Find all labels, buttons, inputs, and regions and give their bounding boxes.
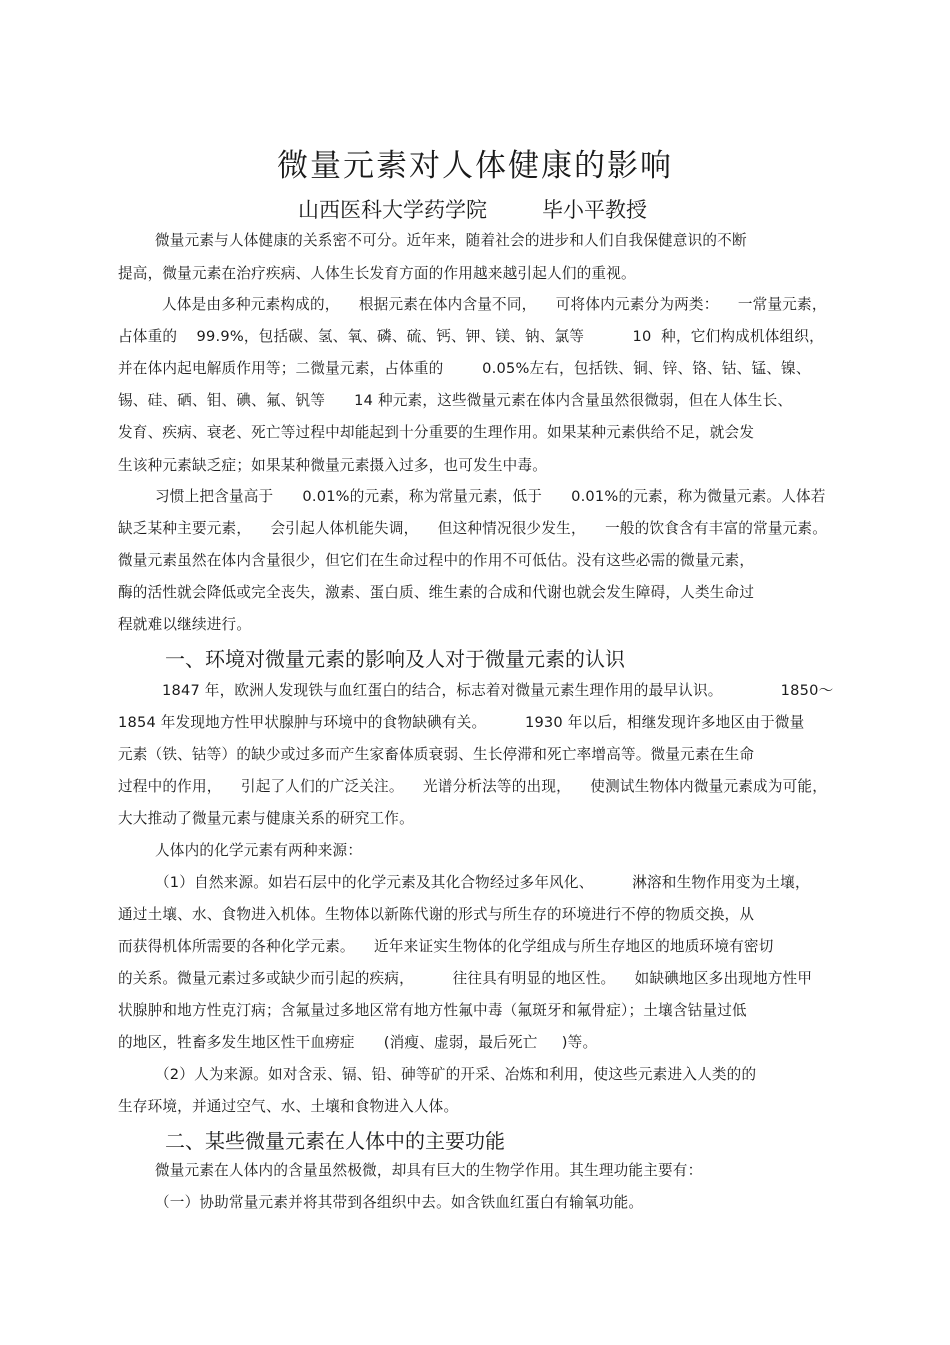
paragraph-line: 微量元素虽然在体内含量很少，但它们在生命过程中的作用不可低估。没有这些必需的微量元素， (118, 552, 755, 569)
paragraph-line: 生该种元素缺乏症；如果某种微量元素摄入过多，也可发生中毒。 (118, 457, 548, 474)
paragraph-line: 微量元素与人体健康的关系密不可分。近年来，随着社会的进步和人们自我保健意识的不断 (155, 232, 747, 249)
paragraph-line: 占体重的 99.9%，包括碳、氢、氧、磷、硫、钙、钾、镁、钠、氯等 10 种，它们构成机体组织， (118, 328, 824, 345)
paragraph-line: （1）自然来源。如岩石层中的化学元素及其化合物经过多年风化、 淋溶和生物作用变为土壤， (155, 874, 810, 891)
section-heading-1: 一、环境对微量元素的影响及人对于微量元素的认识 (165, 647, 625, 671)
paragraph-line: 程就难以继续进行。 (118, 616, 252, 633)
paragraph-line: 人体是由多种元素构成的， 根据元素在体内含量不同， 可将体内元素分为两类： 一常量元素， (162, 296, 827, 313)
paragraph-line: 并在体内起电解质作用等；二微量元素，占体重的 0.05%左右，包括铁、铜、锌、铬、钴、锰、镍、 (118, 360, 811, 377)
paragraph-line: 通过土壤、水、食物进入机体。生物体以新陈代谢的形式与所生存的环境进行不停的物质交换，从 (118, 906, 755, 923)
paragraph-line: 1854 年发现地方性甲状腺肿与环境中的食物缺碘有关。 1930 年以后，相继发现许多地区由于微量 (118, 714, 805, 731)
paragraph-line: 大大推动了微量元素与健康关系的研究工作。 (118, 810, 414, 827)
paragraph-line: 生存环境，并通过空气、水、土壤和食物进入人体。 (118, 1098, 459, 1115)
paragraph-line: 习惯上把含量高于 0.01%的元素，称为常量元素，低于 0.01%的元素，称为微量元素。人体若 (155, 488, 826, 505)
paragraph-line: 1847 年，欧洲人发现铁与血红蛋白的结合，标志着对微量元素生理作用的最早认识。 1850～ (162, 682, 834, 699)
paragraph-line: 提高，微量元素在治疗疾病、人体生长发育方面的作用越来越引起人们的重视。 (118, 265, 636, 282)
paragraph-line: （一）协助常量元素并将其带到各组织中去。如含铁血红蛋白有输氧功能。 (155, 1194, 644, 1211)
paragraph-line: 酶的活性就会降低或完全丧失，激素、蛋白质、维生素的合成和代谢也就会发生障碍，人类生命过 (118, 584, 755, 601)
paragraph-line: （2）人为来源。如对含汞、镉、铅、砷等矿的开采、冶炼和利用，使这些元素进入人类的的 (155, 1066, 757, 1083)
paragraph-line: 发育、疾病、衰老、死亡等过程中却能起到十分重要的生理作用。如果某种元素供给不足，就会发 (118, 424, 755, 441)
section-heading-2: 二、某些微量元素在人体中的主要功能 (165, 1129, 505, 1153)
paragraph-line: 而获得机体所需要的各种化学元素。 近年来证实生物体的化学组成与所生存地区的地质环境有密切 (118, 938, 774, 955)
author-institution: 山西医科大学药学院 (298, 198, 487, 222)
paragraph-line: 过程中的作用， 引起了人们的广泛关注。 光谱分析法等的出现， 使测试生物体内微量元素成为可能， (118, 778, 827, 795)
paragraph-line: 人体内的化学元素有两种来源： (155, 842, 363, 859)
paragraph-line: 锡、硅、硒、钼、碘、氟、钒等 14 种元素，这些微量元素在体内含量虽然很微弱，但在人体生长、 (118, 392, 793, 409)
paragraph-line: 的地区，牲畜多发生地区性干血痨症 (消瘦、虚弱，最后死亡 )等。 (118, 1034, 598, 1051)
paragraph-line: 的关系。微量元素过多或缺少而引起的疾病， 往往具有明显的地区性。 如缺碘地区多出现地方性甲 (118, 970, 813, 987)
paragraph-line: 元素（铁、钴等）的缺少或过多而产生家畜体质衰弱、生长停滞和死亡率增高等。微量元素在生命 (118, 746, 755, 763)
document-title: 微量元素对人体健康的影响 (277, 148, 673, 184)
paragraph-line: 状腺肿和地方性克汀病；含氟量过多地区常有地方性氟中毒（氟斑牙和氟骨症）；土壤含钴量过低 (118, 1002, 747, 1019)
paragraph-line: 缺乏某种主要元素， 会引起人体机能失调， 但这种情况很少发生， 一般的饮食含有丰富的常量元素。 (118, 520, 827, 537)
paragraph-line: 微量元素在人体内的含量虽然极微，却具有巨大的生物学作用。其生理功能主要有： (155, 1162, 703, 1179)
author-name: 毕小平教授 (542, 198, 647, 222)
